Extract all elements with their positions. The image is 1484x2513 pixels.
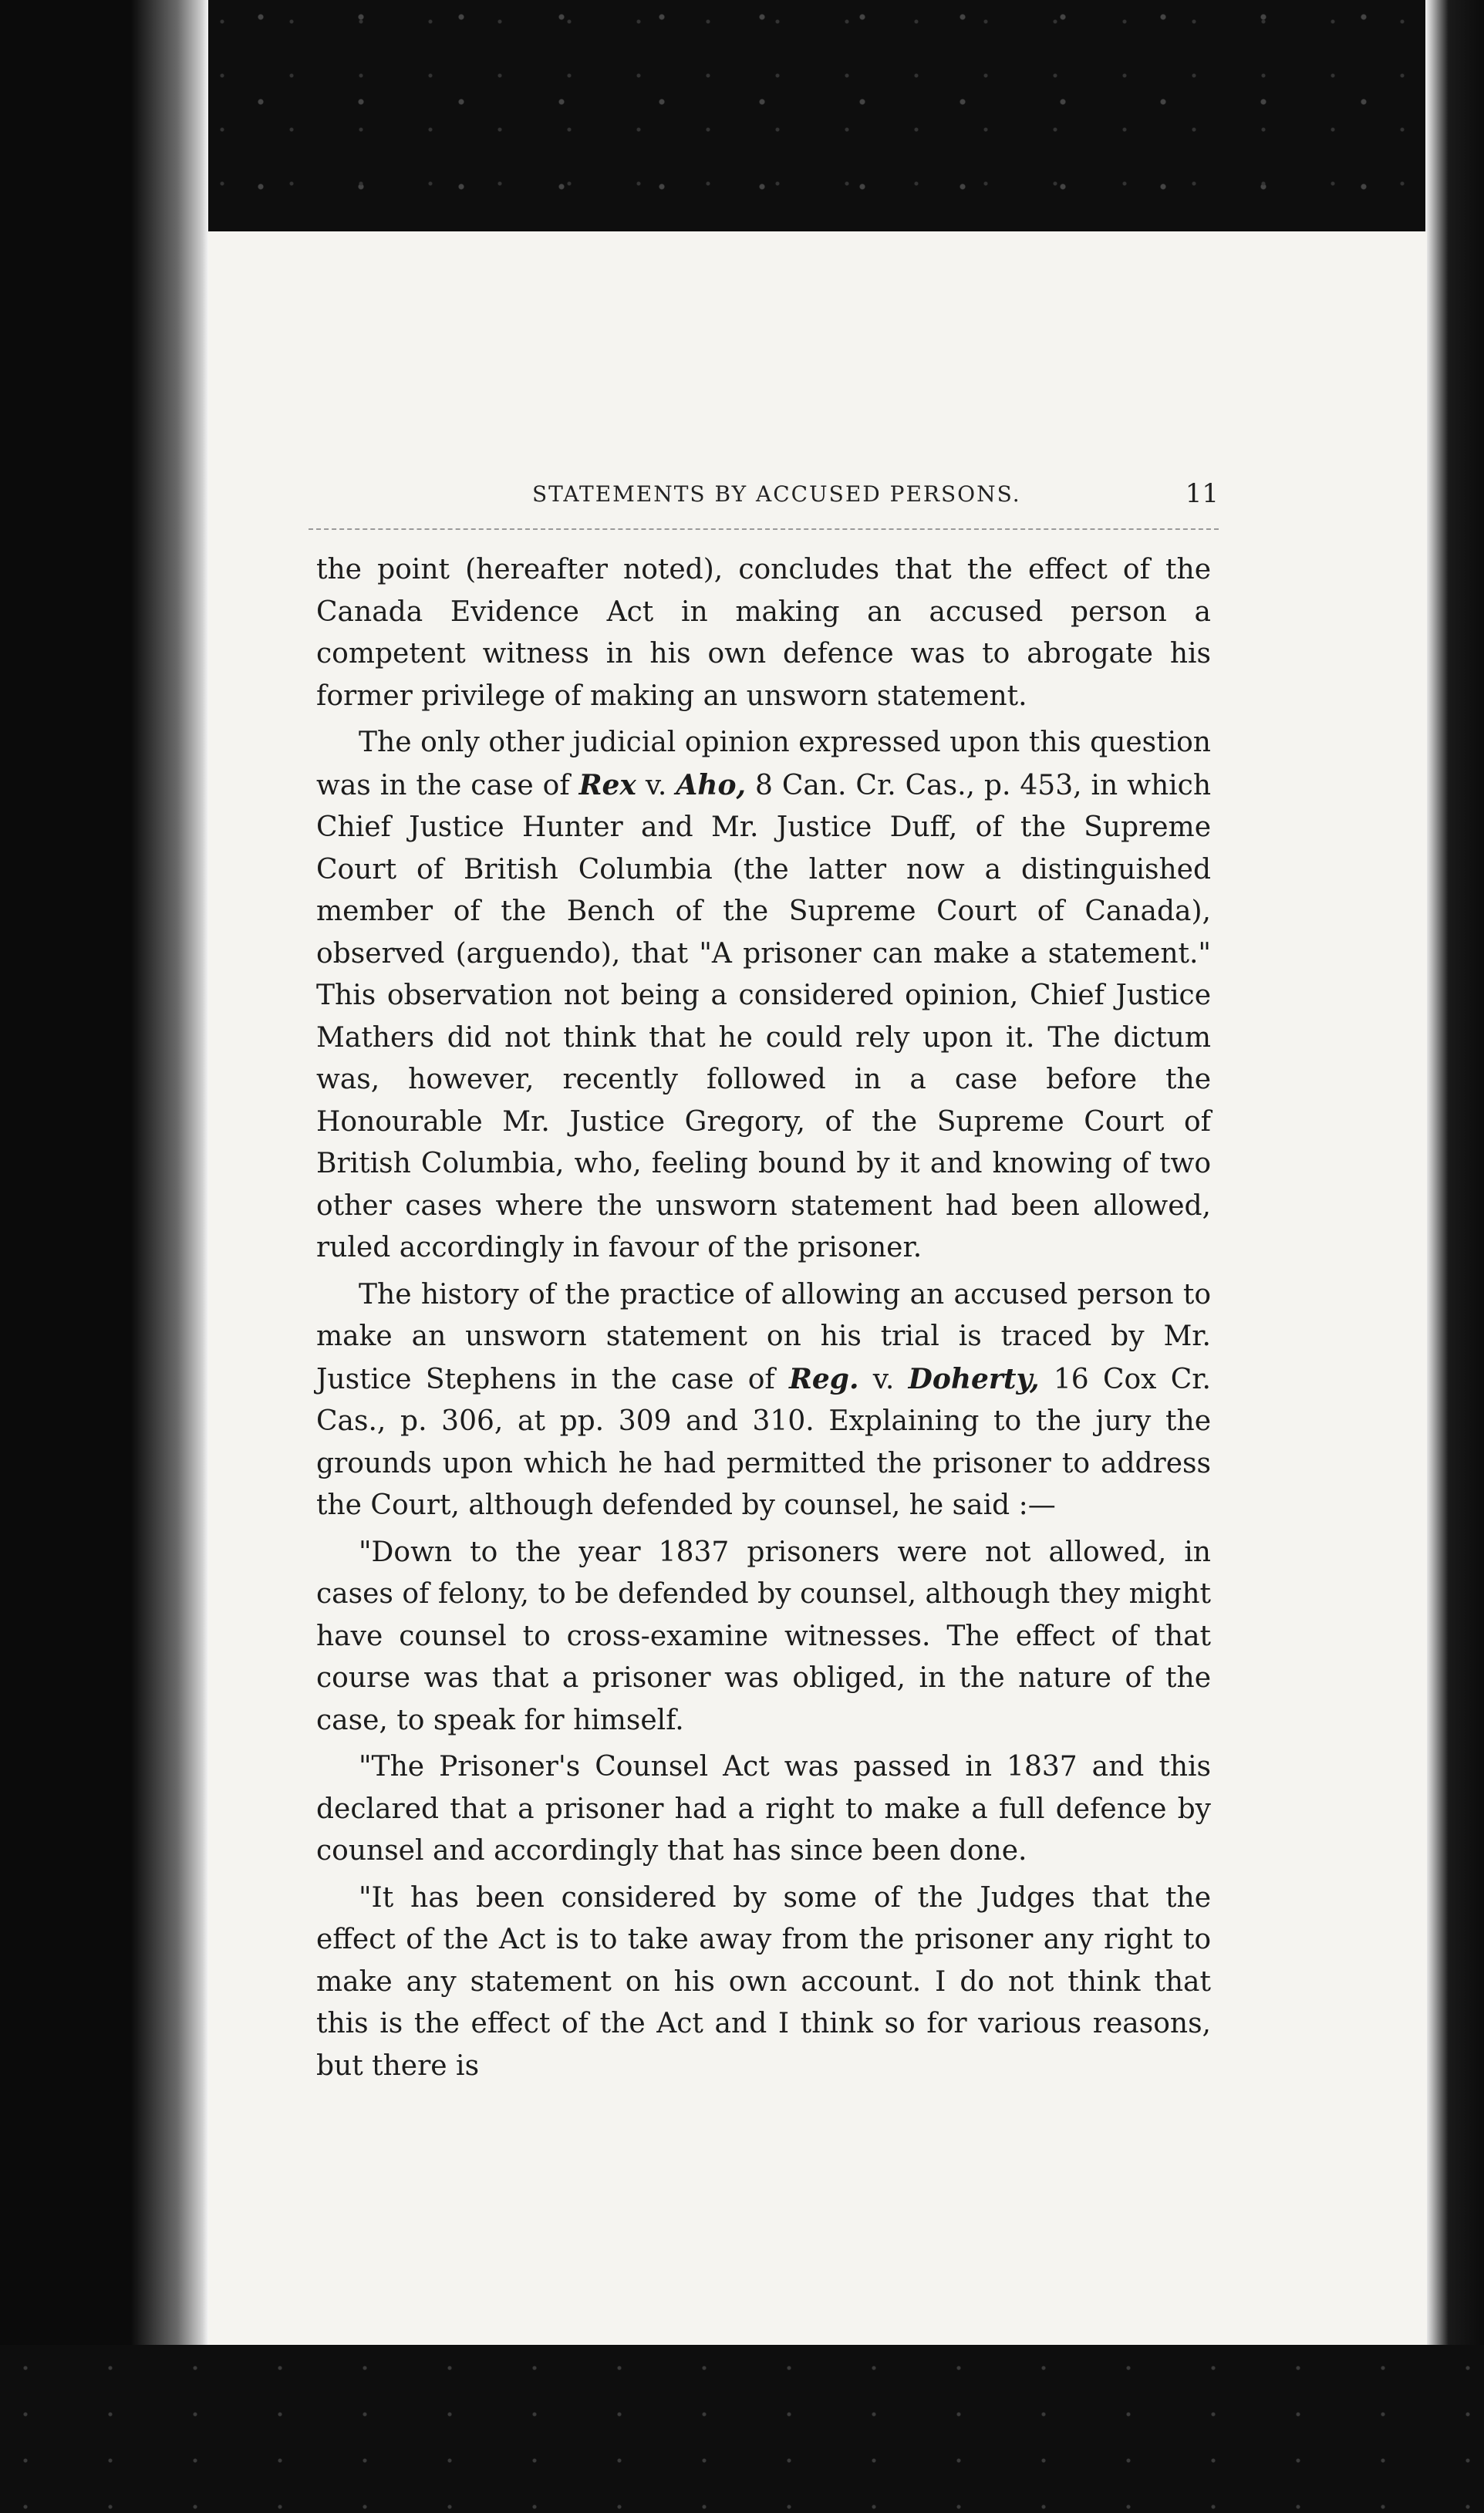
case-versus: v. bbox=[858, 1363, 909, 1395]
paragraph-2 bbox=[316, 722, 1211, 1270]
scan-border-bottom bbox=[0, 2345, 1484, 2513]
scan-border-right bbox=[1425, 0, 1484, 2513]
paragraph-3 bbox=[316, 1274, 1211, 1527]
running-title: STATEMENTS BY ACCUSED PERSONS. bbox=[532, 481, 1021, 507]
case-party-aho: Aho, bbox=[676, 768, 746, 801]
paragraph-1: the point (hereafter noted), concludes that the effect of the Canada Evidence Act in making an accused person a competent witness in his own defence was to abrogate his former privilege of making an unsworn statement. bbox=[316, 554, 1211, 712]
paragraph-2-pre: The only other judicial opinion expressed upon this question was in the case of bbox=[316, 727, 1211, 801]
paragraph-3-post: 16 Cox Cr. Cas., p. 306, at pp. 309 and 310. Explaining to the jury the grounds upon which he had permitted the prisoner to address the Court, although defended by counsel, he said :— bbox=[316, 1363, 1211, 1521]
quote-paragraph-3: "It has been considered by some of the Judges that the effect of the Act is to take away from the prisoner any right to make any statement on his own account. I do not think that this is the effect of the Act and I think so for various reasons, but there is bbox=[316, 1881, 1211, 2082]
paragraph-3-pre: The history of the practice of allowing an accused person to make an unsworn statement on his trial is traced by Mr. Justice Stephens in the case of bbox=[316, 1278, 1211, 1395]
header-rule bbox=[309, 528, 1219, 530]
page-number: 11 bbox=[1185, 478, 1219, 509]
case-name-reg: Reg. bbox=[788, 1362, 859, 1395]
quote-paragraph-2: "The Prisoner's Counsel Act was passed in 1837 and this declared that a prisoner had a right to make a full defence by counsel and accordingly that has since been done. bbox=[316, 1751, 1211, 1867]
paragraph-2-post: 8 Can. Cr. Cas., p. 453, in which Chief Justice Hunter and Mr. Justice Duff, of the Supreme Court of British Columbia (the latter now a distinguished member of the Bench of the Supreme Court of Canada), observed (arguendo), that "A prisoner can make a statement." This observation not being a considered opinion, Chief Justice Mathers did not think that he could rely upon it. The dictum was, however, recently followed in a case before the Honourable Mr. Justice Gregory, of the Supreme Court of British Columbia, who, feeling bound by it and knowing of two other cases where the unsworn statement had been allowed, ruled accordingly in favour of the prisoner. bbox=[316, 769, 1212, 1263]
case-name-rex: Rex bbox=[578, 768, 636, 801]
case-versus: v. bbox=[636, 769, 676, 801]
body-text bbox=[316, 549, 1211, 2092]
scan-border-top bbox=[0, 0, 1484, 231]
quote-paragraph-1: "Down to the year 1837 prisoners were not allowed, in cases of felony, to be defended by counsel, although they might have counsel to cross-examine witnesses. The effect of that course was that a prisoner was obliged, in the nature of the case, to speak for himself. bbox=[316, 1536, 1211, 1736]
case-party-doherty: Doherty, bbox=[908, 1362, 1040, 1395]
scan-border-left bbox=[0, 0, 208, 2513]
page-header bbox=[309, 478, 1219, 517]
